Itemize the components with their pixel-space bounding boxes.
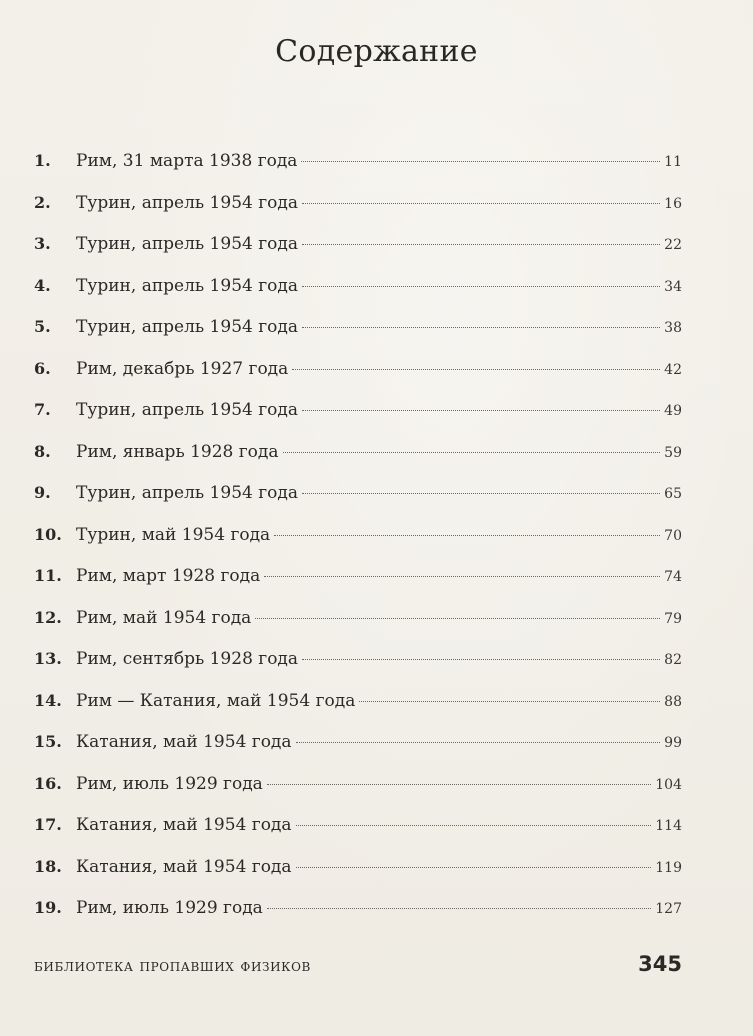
dot-leader (302, 493, 660, 494)
chapter-number: 12. (34, 607, 62, 627)
chapter-title: Рим, март 1928 года (76, 566, 261, 586)
toc-entry (34, 348, 682, 390)
toc-entry (34, 472, 682, 514)
chapter-number: 19. (34, 898, 62, 917)
chapter-number: 2. (34, 192, 51, 212)
chapter-page-number: 79 (664, 610, 682, 627)
toc-entry (34, 431, 682, 473)
chapter-number: 5. (34, 317, 51, 336)
dot-leader (296, 742, 661, 743)
dot-leader (301, 161, 660, 162)
chapter-page-number: 88 (664, 693, 682, 710)
chapter-number: 17. (34, 815, 62, 834)
page-footer (34, 952, 682, 976)
chapter-title: Рим, 31 марта 1938 года (76, 151, 298, 171)
dot-leader (302, 203, 660, 204)
dot-leader (296, 867, 652, 868)
chapter-page-number: 82 (664, 652, 682, 668)
toc-entry (34, 721, 682, 763)
dot-leader (274, 535, 660, 536)
chapter-page-number: 99 (664, 735, 682, 751)
dot-leader (283, 452, 661, 453)
chapter-number: 7. (34, 400, 51, 419)
chapter-page-number: 16 (664, 195, 682, 212)
chapter-number: 9. (34, 483, 51, 502)
toc-entry (34, 182, 682, 224)
dot-leader (264, 576, 660, 577)
toc-entry (34, 887, 682, 929)
toc-entry (34, 389, 682, 431)
toc-entry (34, 265, 682, 307)
dot-leader (302, 659, 660, 660)
chapter-page-number: 74 (664, 569, 682, 585)
toc-entry (34, 223, 682, 265)
chapter-number: 13. (34, 649, 62, 668)
chapter-number: 11. (34, 566, 62, 585)
chapter-title: Рим, январь 1928 года (76, 441, 279, 462)
chapter-page-number: 70 (664, 527, 682, 544)
chapter-number: 10. (34, 524, 62, 544)
chapter-page-number: 104 (655, 776, 682, 793)
chapter-title: Рим, май 1954 года (76, 607, 252, 628)
toc-entry (34, 763, 682, 805)
chapter-title: Катания, май 1954 года (76, 856, 292, 877)
chapter-number: 16. (34, 773, 62, 793)
toc-entry (34, 804, 682, 846)
toc-entry (34, 638, 682, 680)
chapter-number: 6. (34, 358, 51, 378)
chapter-title: Турин, апрель 1954 года (76, 234, 298, 254)
table-of-contents (34, 140, 682, 929)
dot-leader (359, 701, 660, 702)
chapter-number: 18. (34, 856, 62, 876)
chapter-page-number: 59 (664, 444, 682, 461)
dot-leader (267, 784, 651, 785)
chapter-title: Турин, апрель 1954 года (76, 483, 298, 503)
chapter-title: Турин, май 1954 года (76, 524, 271, 545)
toc-entry (34, 555, 682, 597)
chapter-page-number: 65 (664, 486, 682, 502)
chapter-title: Катания, май 1954 года (76, 732, 292, 752)
toc-entry (34, 597, 682, 639)
toc-entry (34, 140, 682, 182)
chapter-page-number: 11 (664, 154, 682, 170)
chapter-title: Рим, сентябрь 1928 года (76, 649, 299, 669)
chapter-number: 8. (34, 441, 51, 461)
chapter-number: 3. (34, 234, 51, 253)
toc-entry (34, 514, 682, 556)
chapter-page-number: 119 (655, 859, 682, 876)
chapter-page-number: 127 (655, 901, 682, 917)
dot-leader (296, 825, 652, 826)
dot-leader (302, 286, 660, 287)
chapter-title: Рим, декабрь 1927 года (76, 358, 289, 379)
dot-leader (302, 327, 660, 328)
chapter-page-number: 34 (664, 278, 682, 295)
chapter-page-number: 22 (664, 237, 682, 253)
chapter-page-number: 114 (655, 818, 682, 834)
dot-leader (292, 369, 660, 370)
chapter-number: 15. (34, 732, 62, 751)
page-title: Содержание (275, 34, 478, 69)
chapter-title: Рим, июль 1929 года (76, 898, 263, 918)
chapter-title: Рим, июль 1929 года (76, 773, 263, 794)
toc-entry (34, 846, 682, 888)
chapter-title: Турин, апрель 1954 года (76, 317, 298, 337)
toc-entry (34, 306, 682, 348)
dot-leader (302, 244, 660, 245)
dot-leader (302, 410, 660, 411)
dot-leader (267, 908, 651, 909)
series-title: библиотека пропавших физиков (34, 956, 311, 976)
page-number: 345 (638, 952, 682, 976)
chapter-title: Турин, апрель 1954 года (76, 275, 298, 296)
chapter-number: 1. (34, 151, 51, 170)
chapter-title: Катания, май 1954 года (76, 815, 292, 835)
chapter-number: 4. (34, 275, 51, 295)
chapter-title: Турин, апрель 1954 года (76, 192, 298, 213)
chapter-page-number: 38 (664, 320, 682, 336)
chapter-number: 14. (34, 690, 62, 710)
chapter-title: Турин, апрель 1954 года (76, 400, 298, 420)
chapter-page-number: 49 (664, 403, 682, 419)
chapter-page-number: 42 (664, 361, 682, 378)
chapter-title: Рим — Катания, май 1954 года (76, 690, 356, 711)
dot-leader (255, 618, 660, 619)
toc-entry (34, 680, 682, 722)
